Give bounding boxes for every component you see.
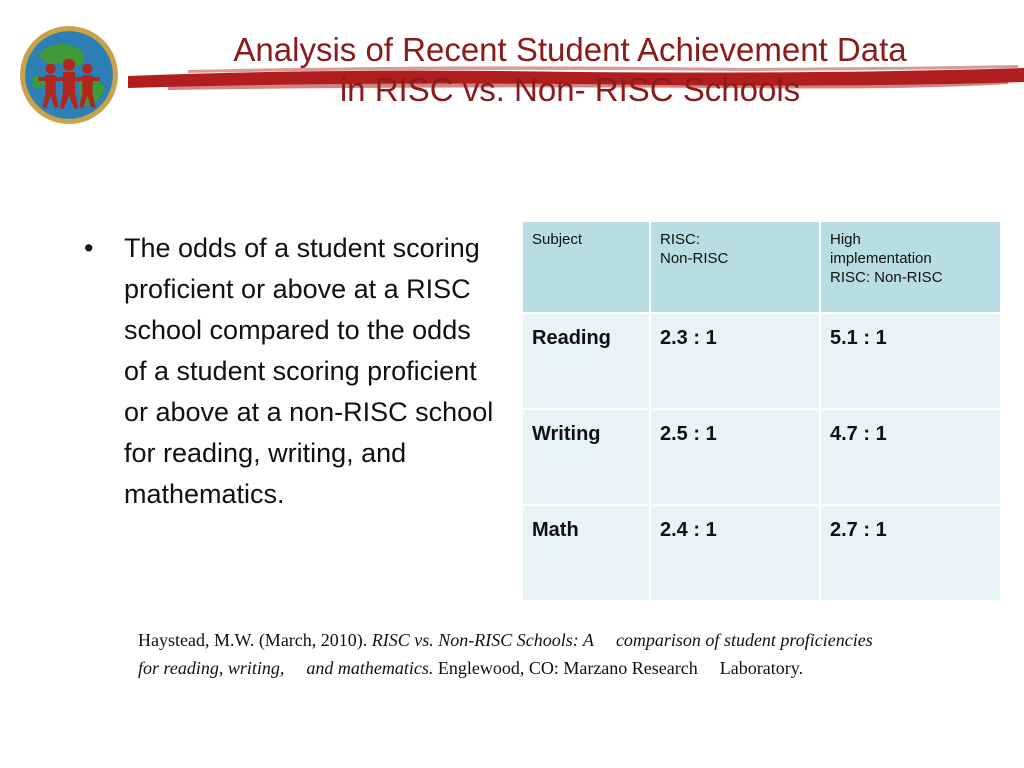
globe-people-logo-icon (18, 24, 120, 126)
row-risc-ratio: 2.3 : 1 (650, 313, 820, 409)
table-row (522, 313, 1001, 409)
table-row (522, 505, 1001, 601)
bullet-icon: • (84, 233, 94, 263)
citation-author: Haystead, M.W. (March, 2010). (138, 630, 368, 650)
row-high-ratio: 4.7 : 1 (820, 409, 1001, 505)
row-subject: Reading (522, 313, 650, 409)
title-line-1: Analysis of Recent Student Achievement Data (233, 31, 907, 68)
title-line-2: in RISC vs. Non- RISC Schools (339, 71, 801, 108)
row-subject: Writing (522, 409, 650, 505)
citation-title-part-1: RISC vs. Non-RISC Schools: A (371, 630, 594, 650)
bullet-text: The odds of a student scoring proficient or above at a RISC school compared to the odds of a student scoring proficient or above at a non-RISC school for reading, writing, and mathematics. (124, 233, 494, 509)
row-high-ratio: 2.7 : 1 (820, 505, 1001, 601)
header-high-implementation: High implementation RISC: Non-RISC (820, 221, 1001, 313)
row-risc-ratio: 2.5 : 1 (650, 409, 820, 505)
slide-title (120, 30, 1020, 110)
header-risc-vs-non-risc: RISC: Non-RISC (650, 221, 820, 313)
row-risc-ratio: 2.4 : 1 (650, 505, 820, 601)
row-subject: Math (522, 505, 650, 601)
citation (138, 626, 898, 682)
citation-publisher-part-1: Englewood, CO: Marzano Research (437, 658, 698, 678)
table-header-row (522, 221, 1001, 313)
bullet-list-item (84, 228, 494, 515)
odds-ratio-table (521, 220, 1002, 602)
table-row (522, 409, 1001, 505)
header-subject: Subject (522, 221, 650, 313)
row-high-ratio: 5.1 : 1 (820, 313, 1001, 409)
citation-publisher-part-2: Laboratory. (719, 658, 804, 678)
citation-title-part-2: comparison of student proficiencies for reading, writing, (138, 630, 873, 678)
citation-title-part-3: and mathematics. (306, 658, 434, 678)
